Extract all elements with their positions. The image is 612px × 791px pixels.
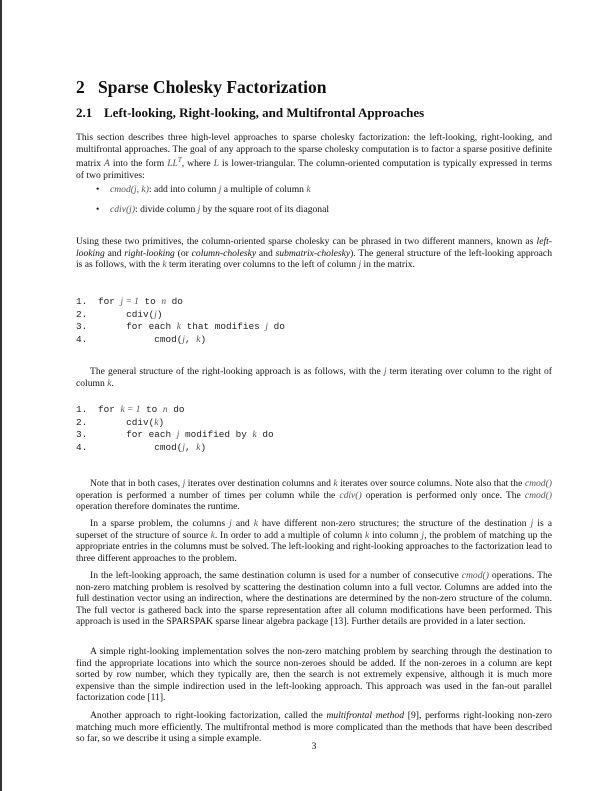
paragraph-note [76,478,552,513]
text: Note that in both cases, [90,478,183,489]
primitives-list [76,184,329,224]
math-var: j [265,322,268,333]
code-text: cmod( [98,442,183,454]
text: Using these two primitives, the column-oriented sparse cholesky can be phrased in two different manners, known as [76,236,537,247]
math-func: cmod() [524,478,552,489]
code-text: cdiv( [98,416,155,428]
text: by the square root of its diagonal [200,204,330,215]
math-var: j [197,204,201,215]
text: term iterating over column to the right of column [76,366,552,389]
scan-edge [0,0,2,791]
math-var: j [383,366,387,377]
line-number: 3. [76,321,88,333]
math-var: j [182,478,186,489]
code-text: do [166,296,183,307]
text: and [104,247,125,259]
math-var: k [252,430,257,441]
math-var: j = 1 [120,297,139,307]
text: in the matrix. [361,259,415,271]
text: have different non-zero structures; the structure of the destination [258,518,531,529]
emphasis: multifrontal method [326,710,404,721]
subsection-heading [76,105,424,121]
text: is lower-triangular. The column-oriented computation is typically expressed in terms of two primitives: [76,158,552,181]
text: : add into column [148,184,219,195]
code-text: to [138,296,162,307]
math-func: cmod() [461,570,489,581]
code-text: ) [200,334,207,346]
text: A simple right-looking implementation solves the non-zero matching problem by searching through the destination to find the appropriate locations into which the source non-zeroes should be added. If the non-zeroes in a column are kept sorted by row number, which they typically are, then the search is not extremely expensive, although it is much more expensive than the simple indirection used in the left-looking approach. This approach was used in the fan-out parallel factorization code [11]. [76,646,552,704]
math-var: k [333,478,338,489]
math-var: k [210,529,215,541]
text: operation therefore dominates the runtime. [76,501,240,513]
math-var: n [161,297,167,307]
paragraph-right-looking [76,366,552,389]
code-text: modified by [179,429,253,441]
code-text: for [98,296,121,307]
math-var: j [358,259,362,271]
math-func: cmod() [524,489,552,501]
code-text: for [98,404,121,415]
math-var: A [104,158,110,170]
primitive-name: cmod(j, k) [110,184,149,195]
math-var: j [229,518,232,529]
code-text: do [167,404,185,415]
text: term iterating over columns to the left of column [166,259,359,271]
list-item [76,204,329,224]
text: into column [369,529,422,541]
code-text: do [267,321,285,333]
text: Another approach to right-looking factorization, called the [90,710,327,721]
math-var: k [253,518,258,529]
code-line [76,429,274,442]
line-number: 3. [76,429,88,441]
code-text: that modifies [180,321,266,333]
code-text: to [140,404,163,415]
code-text: cmod( [98,334,183,346]
text: operation is performed a number of times per column while the [76,489,340,501]
line-number: 1. [76,404,88,415]
code-line [76,321,285,334]
text: iterates over source columns. Note also that the [337,478,525,489]
math-var: j [218,184,222,195]
left-looking-algorithm [76,296,285,347]
line-number: 2. [76,308,88,320]
code-text: ) [200,442,207,454]
text: [9], performs right-looking non-zero matching much more efficiently. The multifrontal method is more complicated than the methods that have been described so far, so we describe it using a simple example. [76,710,552,745]
line-number: 4. [76,442,88,454]
math-func: cdiv() [339,489,362,501]
math-var: k [365,529,370,541]
text: In a sparse problem, the columns [90,518,230,529]
math-var: L [213,158,219,170]
paragraph-simple-right-looking [76,646,552,704]
code-text: do [256,429,274,441]
line-number: 2. [76,416,88,428]
code-line [76,334,285,347]
code-text: , [185,442,197,454]
math-superscript: T [177,156,182,165]
emphasis: column-cholesky [191,247,257,259]
line-number: 4. [76,334,88,346]
text: and [231,518,254,529]
text: , where [181,158,214,170]
text: . [111,377,114,389]
section-title: Sparse Cholesky Factorization [98,77,327,97]
paragraph-multifrontal [76,710,552,745]
list-item [76,184,329,204]
text: This section describes three high-level approaches to sparse cholesky factorization: the left-looking, right-looking, and multifrontal approaches. The goal of any approach to the sparse cholesky computation is to factor a sparse positive definite matrix [76,132,552,170]
math-var: j [176,430,180,441]
math-var: k [176,322,181,333]
paragraph-left-looking [76,570,552,628]
right-looking-algorithm [76,404,274,455]
math-var: j [154,309,157,320]
math-var: k [154,417,159,428]
code-text: for each [98,321,177,333]
code-text: ) [156,308,163,320]
code-line [76,417,274,430]
code-text: ) [158,416,165,428]
subsection-title: Left-looking, Right-looking, and Multifrontal Approaches [104,105,425,120]
subsection-number: 2.1 [76,105,93,120]
math-var: j [530,518,534,529]
code-line [76,309,285,322]
code-line [76,404,274,417]
math-var: k [162,259,167,271]
math-var: k [196,443,201,454]
paragraph-approaches [76,236,552,271]
math-var: n [162,405,168,415]
primitive-name: cdiv(j) [110,204,136,215]
text: into the form [109,158,168,170]
math-var: j [421,529,425,541]
math-var: j [182,335,185,346]
code-line [76,442,274,455]
code-line [76,296,285,309]
code-text: for each [98,429,177,441]
math-var: j [182,443,185,454]
section-heading [76,77,326,98]
text: ). The general structure of the left-looking approach is as follows, with the [76,247,552,271]
bullet-icon: • [96,184,100,195]
paragraph-sparse-problem [76,518,552,564]
text: and [256,247,276,259]
text: iterates over destination columns and [185,478,334,489]
text: operation is performed only once. The [361,489,525,501]
page-number: 3 [311,741,317,752]
math-var: k [306,184,311,195]
emphasis: submatrix-cholesky [275,247,351,259]
math-var: k [107,377,112,389]
section-number: 2 [76,77,85,97]
text: , the problem of matching up the appropriate entries in the columns must be solved. The left-looking and right-looking approaches to the factorization lead to three different approaches to the problem. [76,529,552,564]
text: : divide column [135,204,198,215]
text: (or [174,247,192,259]
emphasis: right-looking [124,247,175,259]
code-text: cdiv( [98,308,155,320]
text: is a superset of the structure of source [76,518,552,541]
text: a multiple of column [221,184,307,195]
text: operations. The non-zero matching problem is resolved by scattering the destination column into a full vector. Columns are added into the full destination vector using an indirection, where the destinations are determined by the non-zero structure of the column. The full vector is gathered back into the sparse representation after all column modifications have been performed. This approach is used in the SPARSPAK sparse linear algebra package [13]. Further details are provided in a later section. [76,570,553,628]
emphasis: left-looking [76,236,552,259]
math-var: k = 1 [120,405,141,415]
code-text: , [185,334,197,346]
math-var: LL [167,158,178,170]
line-number: 1. [76,296,88,307]
bullet-icon: • [96,204,100,215]
text: In the left-looking approach, the same destination column is used for a number of consecutive [90,570,462,581]
text: . In order to add a multiple of column [214,529,366,541]
text: The general structure of the right-looking approach is as follows, with the [90,366,384,377]
math-var: k [196,335,201,346]
intro-paragraph [76,132,552,182]
